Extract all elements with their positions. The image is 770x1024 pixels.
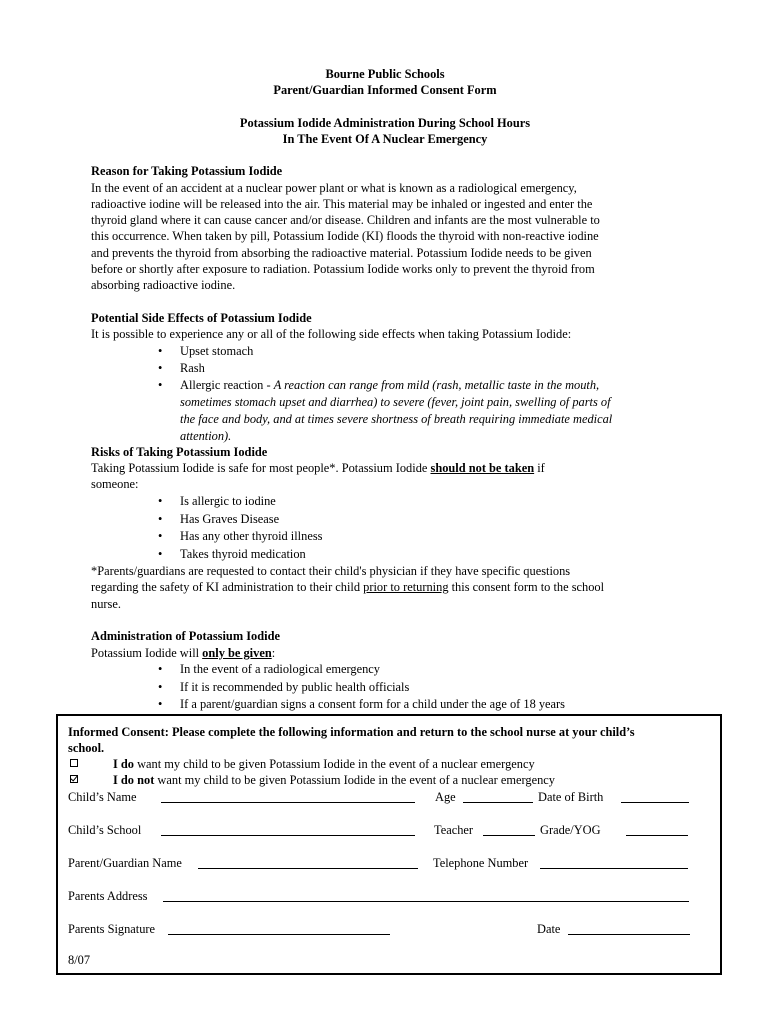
childs-name-field[interactable] xyxy=(161,790,415,803)
side-effects-heading: Potential Side Effects of Potassium Iodide xyxy=(91,311,312,325)
teacher-label: Teacher xyxy=(434,823,474,837)
consent-box: Informed Consent: Please complete the following information and return to the school nurse at your child’s school. I do want my child to be given Potassium Iodide in the event of a nuclear emergency I do not want my child to be given Potassium Iodide in the event of a nuclear emergency Child’s Name Age Date of Birth Child’s School Teacher Grade/YOG Parent/Guardian Name Telephone Number Parents Address Parents Signature Date 8/07 xyxy=(56,714,722,975)
guardian-name-field[interactable] xyxy=(198,856,418,869)
reason-heading: Reason for Taking Potassium Iodide xyxy=(91,164,283,178)
telephone-field[interactable] xyxy=(540,856,688,869)
checkbox-yes[interactable] xyxy=(70,759,78,767)
risks-note: regarding the safety of KI administration to their child prior to returning this consent form to the school xyxy=(91,580,605,594)
consent-heading: Informed Consent: Please complete the following information and return to the school nurse at your child’s xyxy=(68,725,635,739)
date-field[interactable] xyxy=(568,922,690,935)
childs-school-field[interactable] xyxy=(161,823,415,836)
address-label: Parents Address xyxy=(68,889,148,903)
signature-label: Parents Signature xyxy=(68,922,156,936)
consent-heading-cont: school. xyxy=(68,741,105,755)
school-name: Bourne Public Schools xyxy=(325,67,445,81)
reason-line: before or shortly after exposure to radiation. Potassium Iodide works only to prevent the thyroid from xyxy=(91,262,595,276)
risks-note: *Parents/guardians are requested to contact their child's physician if they have specific questions xyxy=(91,564,571,578)
grade-field[interactable] xyxy=(626,823,688,836)
childs-school-label: Child’s School xyxy=(68,823,142,837)
reason-line: In the event of an accident at a nuclear power plant or what is known as a radiological emergency, xyxy=(91,181,577,195)
risks-heading: Risks of Taking Potassium Iodide xyxy=(91,445,268,459)
dob-label: Date of Birth xyxy=(538,790,604,804)
subtitle-1: Potassium Iodide Administration During School Hours xyxy=(239,116,531,130)
form-title: Parent/Guardian Informed Consent Form xyxy=(273,83,497,97)
revision-date: 8/07 xyxy=(68,953,91,967)
reason-line: radioactive iodine will be released into the air. This material may be inhaled or ingested and enter the xyxy=(91,197,593,211)
risks-intro-cont: someone: xyxy=(91,477,139,491)
administration-intro: Potassium Iodide will only be given: xyxy=(91,646,276,660)
allergic-label: Allergic reaction - xyxy=(180,378,274,392)
side-effects-intro: It is possible to experience any or all of the following side effects when taking Potassium Iodide: xyxy=(91,327,572,341)
reason-line: absorbing radioactive iodine. xyxy=(91,278,236,292)
age-field[interactable] xyxy=(463,790,533,803)
date-label: Date xyxy=(537,922,561,936)
reason-line: this occurrence. When taken by pill, Potassium Iodide (KI) floods the thyroid with non-reactive iodine xyxy=(91,229,599,243)
risks-intro: Taking Potassium Iodide is safe for most people*. Potassium Iodide should not be taken if xyxy=(91,461,545,475)
allergic-detail: A reaction can range from mild (rash, metallic taste in the mouth, xyxy=(273,378,600,392)
age-label: Age xyxy=(435,790,456,804)
dob-field[interactable] xyxy=(621,790,689,803)
signature-field[interactable] xyxy=(168,922,390,935)
address-field[interactable] xyxy=(163,889,689,902)
grade-label: Grade/YOG xyxy=(540,823,601,837)
subtitle-2: In The Event Of A Nuclear Emergency xyxy=(282,132,488,146)
telephone-label: Telephone Number xyxy=(433,856,529,870)
childs-name-label: Child’s Name xyxy=(68,790,137,804)
administration-heading: Administration of Potassium Iodide xyxy=(91,629,280,643)
guardian-name-label: Parent/Guardian Name xyxy=(68,856,182,870)
checkbox-no[interactable] xyxy=(70,775,78,783)
teacher-field[interactable] xyxy=(483,823,535,836)
reason-line: and prevents the thyroid from absorbing the radioactive material. Potassium Iodide needs to be given xyxy=(91,246,592,260)
risks-note: nurse. xyxy=(91,597,121,611)
reason-line: thyroid gland where it can cause cancer and/or disease. Children and infants are the most vulnerable to xyxy=(91,213,600,227)
